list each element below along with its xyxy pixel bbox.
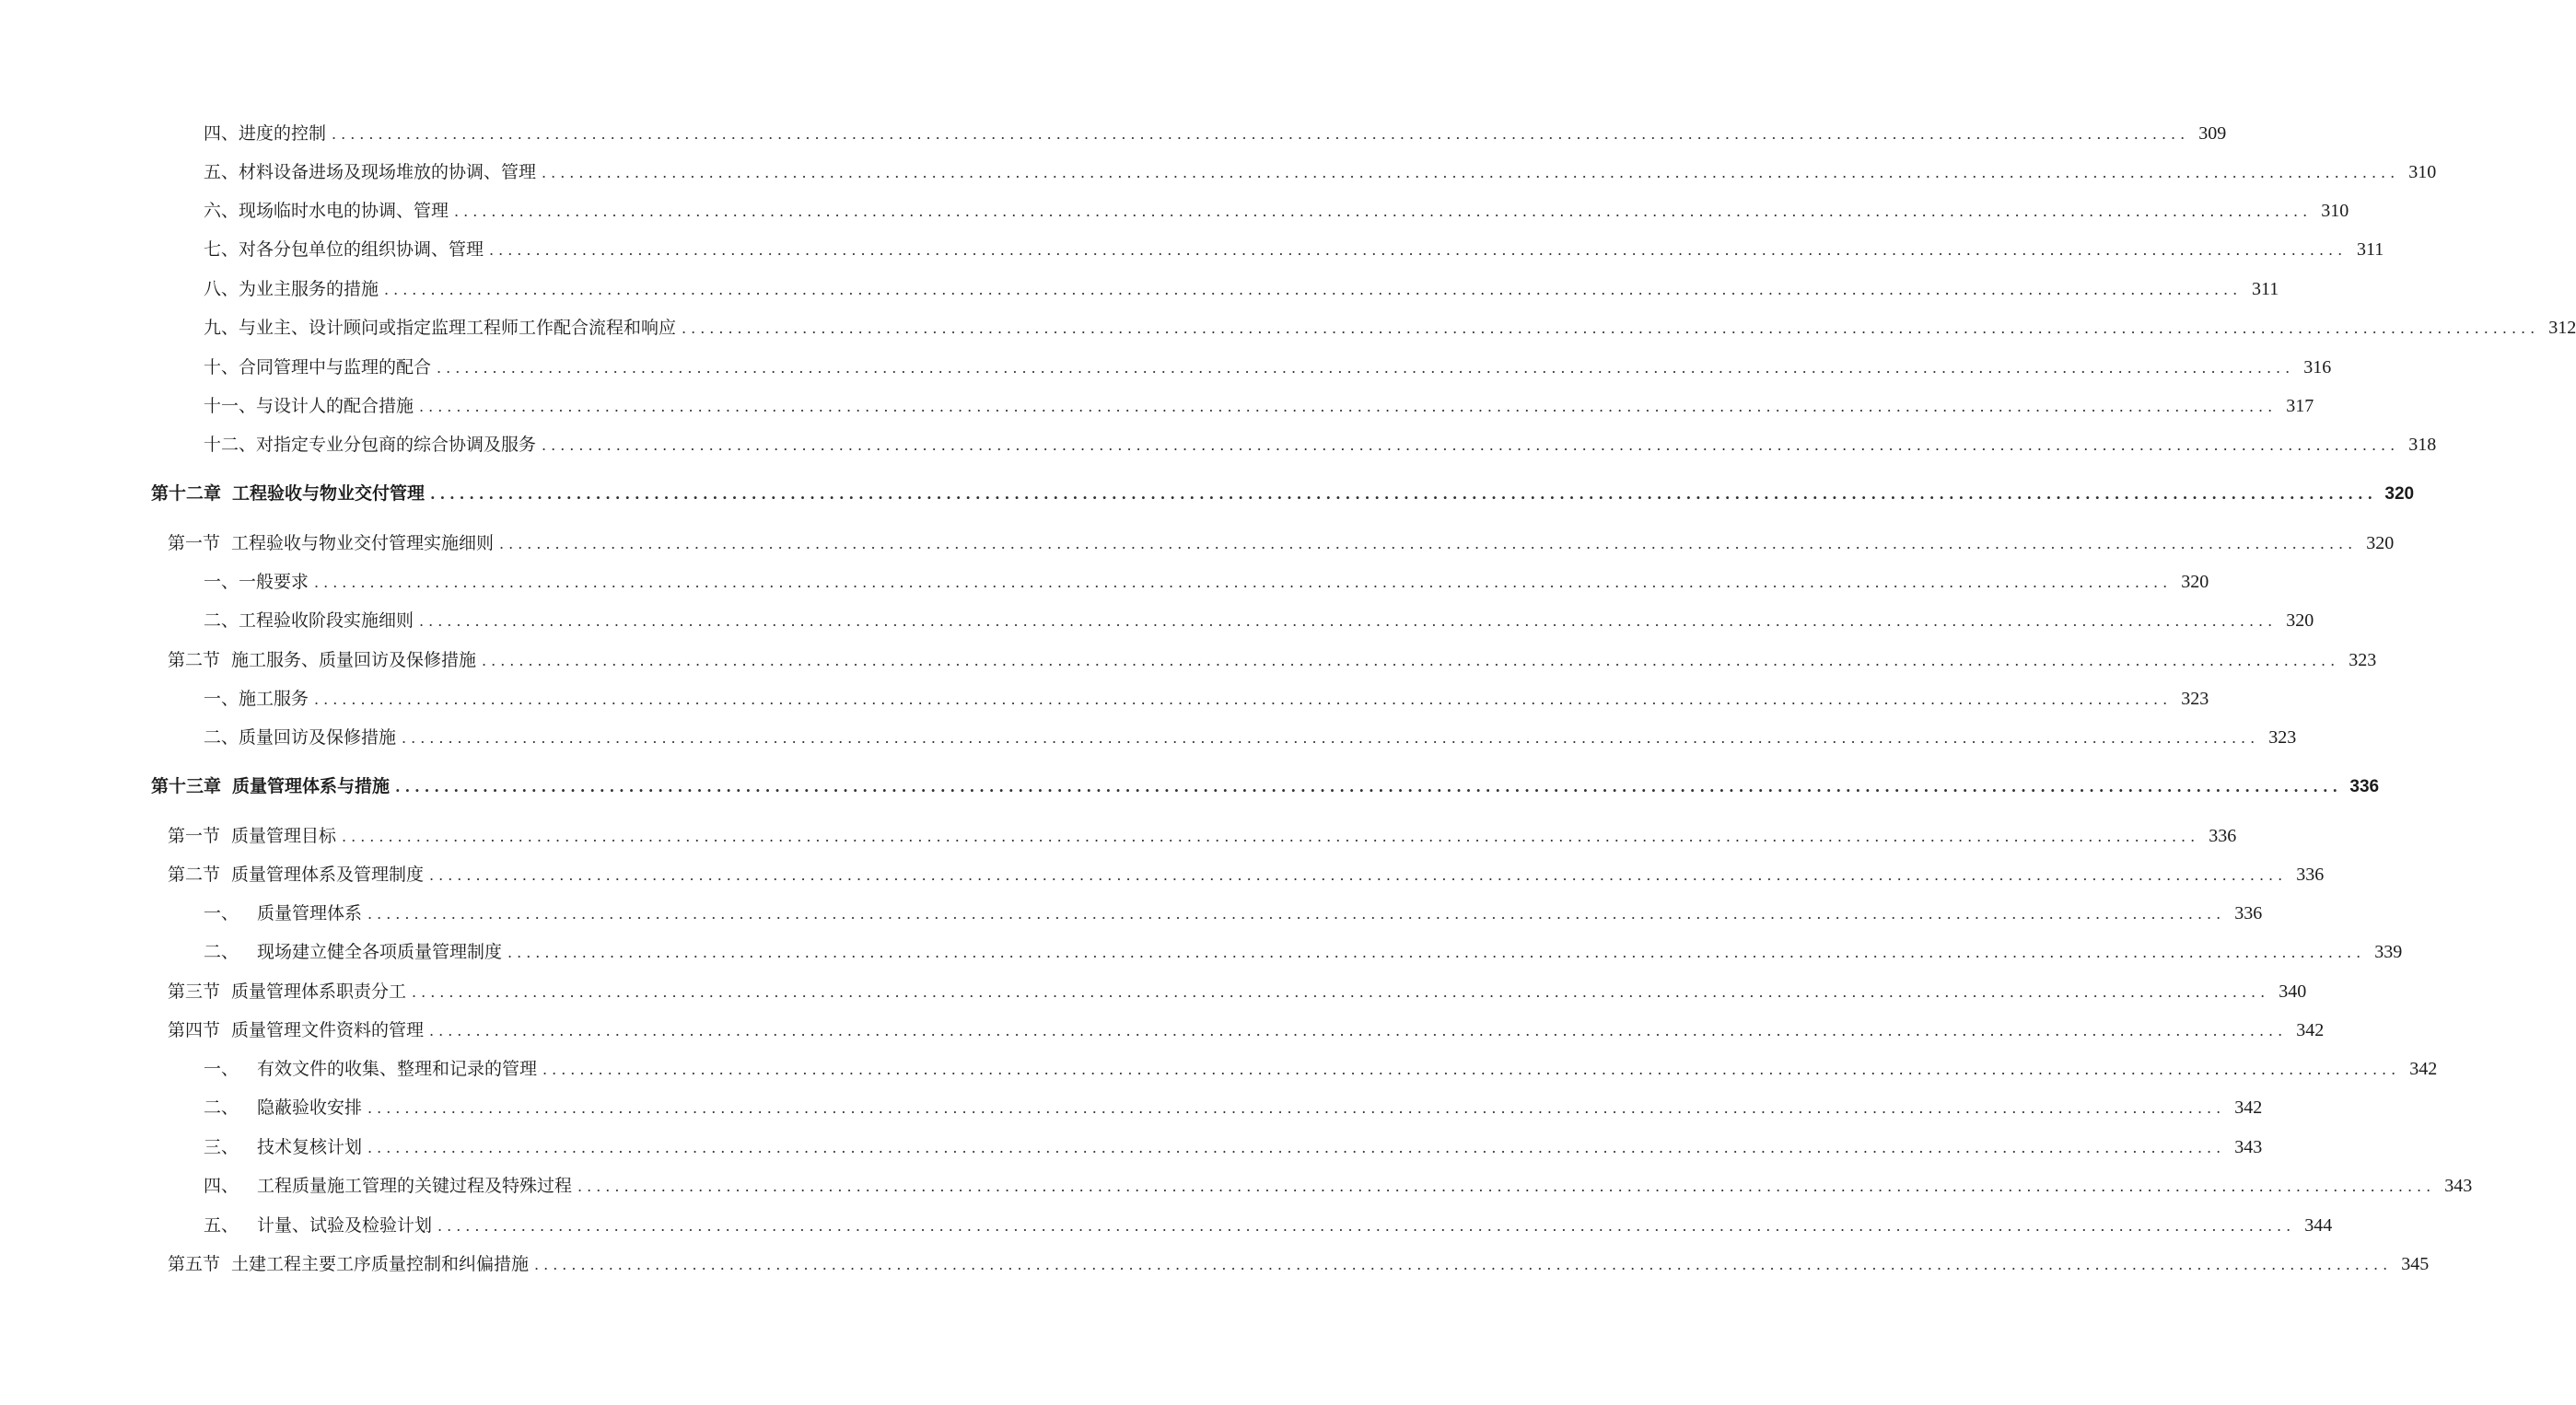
toc-page-number: 336 <box>2349 777 2380 796</box>
toc-entry-title: 与业主、设计顾问或指定监理工程师工作配合流程和响应 <box>239 318 677 338</box>
toc-entry-title: 与设计人的配合措施 <box>256 396 414 416</box>
toc-page-number: 340 <box>2279 981 2307 1002</box>
toc-page-number: 343 <box>2234 1137 2263 1157</box>
toc-entry-number: 五、 <box>204 162 239 182</box>
toc-subsection-entry[interactable] <box>204 1135 2263 1160</box>
toc-page-number: 342 <box>2409 1059 2438 1079</box>
toc-entry-title: 有效文件的收集、整理和记录的管理 <box>257 1059 538 1079</box>
toc-page-number: 336 <box>2234 903 2263 923</box>
toc-entry-number: 二、 <box>204 610 239 631</box>
toc-entry-title: 质量管理体系与措施 <box>232 776 390 796</box>
toc-page-number: 342 <box>2296 1020 2325 1040</box>
toc-dot-leader: ........................................................................................................................................................................................................ <box>437 359 2295 377</box>
toc-section-entry[interactable] <box>168 1018 2325 1043</box>
toc-page-number: 336 <box>2296 865 2325 885</box>
toc-dot-leader: ........................................................................................................................................................................................................ <box>682 319 2540 337</box>
toc-entry-title: 工程验收阶段实施细则 <box>239 610 414 631</box>
toc-entry-number: 一、 <box>204 689 239 709</box>
toc-dot-leader: ........................................................................................................................................................................................................ <box>534 1256 2393 1273</box>
toc-dot-leader: ........................................................................................................................................................................................................ <box>367 905 2226 923</box>
toc-section-entry[interactable] <box>168 531 2395 556</box>
toc-dot-leader: ........................................................................................................................................................................................................ <box>454 203 2313 220</box>
toc-entry-title: 质量管理目标 <box>231 826 337 846</box>
toc-page-number: 344 <box>2304 1215 2333 1236</box>
toc-section-entry[interactable] <box>168 980 2307 1004</box>
toc-section-entry[interactable] <box>168 648 2377 673</box>
toc-entry-title: 现场建立健全各项质量管理制度 <box>257 942 503 962</box>
toc-page-number: 320 <box>2384 484 2415 504</box>
toc-entry-title: 质量管理体系职责分工 <box>231 981 407 1002</box>
toc-entry-title: 工程验收与物业交付管理实施细则 <box>231 533 495 553</box>
toc-dot-leader: ........................................................................................................................................................................................................ <box>499 535 2358 552</box>
toc-entry-number: 第五节 <box>168 1254 221 1274</box>
toc-entry-title: 现场临时水电的协调、管理 <box>239 201 449 221</box>
toc-page-number: 339 <box>2374 942 2403 962</box>
toc-entry-number: 二、 <box>204 942 239 962</box>
toc-entry-number: 五、 <box>204 1215 239 1236</box>
toc-entry-title: 质量回访及保修措施 <box>239 727 397 748</box>
toc-subsection-entry[interactable] <box>204 355 2332 380</box>
toc-entry-number: 三、 <box>204 1137 239 1157</box>
toc-page-number: 320 <box>2286 610 2314 631</box>
toc-page-number: 323 <box>2268 727 2297 748</box>
toc-entry-title: 土建工程主要工序质量控制和纠偏措施 <box>231 1254 530 1274</box>
toc-entry-number: 一、 <box>204 572 239 592</box>
toc-dot-leader: ........................................................................................................................................................................................................ <box>412 983 2270 1001</box>
toc-section-entry[interactable] <box>168 1252 2430 1277</box>
toc-entry-title: 施工服务 <box>239 689 309 709</box>
toc-subsection-entry[interactable] <box>204 316 2576 341</box>
toc-subsection-entry[interactable] <box>204 122 2227 146</box>
toc-entry-number: 四、 <box>204 1176 239 1196</box>
toc-dot-leader: ........................................................................................................................................................................................................ <box>402 729 2260 747</box>
toc-dot-leader: ........................................................................................................................................................................................................ <box>507 944 2366 961</box>
toc-entry-number: 一、 <box>204 1059 239 1079</box>
toc-entry-title: 为业主服务的措施 <box>239 279 379 299</box>
toc-subsection-entry[interactable] <box>204 238 2384 262</box>
toc-dot-leader: ........................................................................................................................................................................................................ <box>577 1178 2436 1195</box>
toc-entry-title: 一般要求 <box>239 572 309 592</box>
toc-page-number: 320 <box>2181 572 2209 592</box>
toc-entry-number: 十一、 <box>204 396 257 416</box>
toc-entry-number: 一、 <box>204 903 239 923</box>
toc-page-number: 342 <box>2234 1097 2263 1118</box>
toc-entry-title: 工程验收与物业交付管理 <box>232 483 425 504</box>
toc-subsection-entry[interactable] <box>204 570 2209 595</box>
toc-entry-title: 计量、试验及检验计划 <box>257 1215 433 1236</box>
toc-dot-leader: ........................................................................................................................................................................................................ <box>342 828 2200 845</box>
toc-page-number: 343 <box>2444 1176 2473 1196</box>
toc-subsection-entry[interactable] <box>204 160 2437 185</box>
toc-subsection-entry[interactable] <box>204 394 2314 419</box>
toc-page-number: 318 <box>2408 435 2437 455</box>
toc-dot-leader: ........................................................................................................................................................................................................ <box>429 1022 2288 1039</box>
toc-page-number: 317 <box>2286 396 2314 416</box>
toc-entry-title: 质量管理体系 <box>257 903 363 923</box>
toc-dot-leader: ........................................................................................................................................................................................................ <box>332 125 2190 143</box>
toc-dot-leader: ........................................................................................................................................................................................................ <box>419 398 2278 415</box>
toc-dot-leader: ........................................................................................................................................................................................................ <box>419 612 2278 630</box>
toc-section-entry[interactable] <box>168 824 2237 849</box>
toc-entry-number: 七、 <box>204 239 239 260</box>
toc-entry-number: 第三节 <box>168 981 221 1002</box>
toc-dot-leader: ........................................................................................................................................................................................................ <box>367 1099 2226 1117</box>
toc-subsection-entry[interactable] <box>204 940 2403 965</box>
toc-entry-number: 第十二章 <box>151 483 222 504</box>
toc-subsection-entry[interactable] <box>204 1096 2263 1121</box>
toc-subsection-entry[interactable] <box>204 609 2314 633</box>
toc-entry-title: 技术复核计划 <box>257 1137 363 1157</box>
toc-entry-number: 十二、 <box>204 435 257 455</box>
toc-subsection-entry[interactable] <box>204 1213 2333 1238</box>
toc-subsection-entry[interactable] <box>204 1174 2473 1199</box>
toc-dot-leader: ........................................................................................................................................................................................................ <box>542 436 2400 454</box>
toc-page-number: 320 <box>2366 533 2395 553</box>
toc-entry-number: 第四节 <box>168 1020 221 1040</box>
toc-entry-number: 二、 <box>204 727 239 748</box>
toc-subsection-entry[interactable] <box>204 277 2279 302</box>
toc-entry-title: 对各分包单位的组织协调、管理 <box>239 239 484 260</box>
toc-entry-number: 九、 <box>204 318 239 338</box>
toc-page-number: 345 <box>2401 1254 2430 1274</box>
toc-entry-title: 质量管理文件资料的管理 <box>231 1020 425 1040</box>
toc-entry-number: 六、 <box>204 201 239 221</box>
toc-page-number: 316 <box>2303 357 2332 377</box>
toc-entry-title: 质量管理体系及管理制度 <box>231 865 425 885</box>
toc-dot-leader: ........................................................................................................................................................................................................ <box>395 778 2343 795</box>
toc-entry-number: 第二节 <box>168 865 221 885</box>
toc-chapter-entry[interactable] <box>151 774 2380 799</box>
toc-page-number: 309 <box>2198 123 2227 144</box>
toc-dot-leader: ........................................................................................................................................................................................................ <box>429 866 2288 884</box>
toc-entry-number: 十、 <box>204 357 239 377</box>
toc-entry-title: 合同管理中与监理的配合 <box>239 357 432 377</box>
toc-dot-leader: ........................................................................................................................................................................................................ <box>384 281 2243 298</box>
toc-dot-leader: ........................................................................................................................................................................................................ <box>314 574 2173 591</box>
toc-entry-number: 第一节 <box>168 533 221 553</box>
toc-entry-number: 第一节 <box>168 826 221 846</box>
toc-subsection-entry[interactable] <box>204 726 2297 750</box>
toc-subsection-entry[interactable] <box>204 687 2209 712</box>
toc-subsection-entry[interactable] <box>204 433 2437 458</box>
toc-page-number: 312 <box>2548 318 2576 338</box>
toc-entry-number: 二、 <box>204 1097 239 1118</box>
toc-page-number: 310 <box>2408 162 2437 182</box>
toc-entry-title: 隐蔽验收安排 <box>257 1097 363 1118</box>
toc-page-number: 323 <box>2349 650 2377 670</box>
toc-page-number: 311 <box>2251 279 2279 299</box>
toc-dot-leader: ........................................................................................................................................................................................................ <box>542 1061 2401 1078</box>
toc-entry-number: 八、 <box>204 279 239 299</box>
toc-page-number: 336 <box>2209 826 2237 846</box>
toc-entry-title: 施工服务、质量回访及保修措施 <box>231 650 477 670</box>
toc-subsection-entry[interactable] <box>204 1057 2438 1082</box>
toc-dot-leader: ........................................................................................................................................................................................................ <box>367 1139 2226 1156</box>
toc-page-number: 310 <box>2321 201 2349 221</box>
toc-subsection-entry[interactable] <box>204 199 2349 224</box>
toc-dot-leader: ........................................................................................................................................................................................................ <box>542 164 2400 181</box>
toc-dot-leader: ........................................................................................................................................................................................................ <box>437 1217 2296 1235</box>
toc-page-number: 311 <box>2356 239 2384 260</box>
toc-entry-title: 材料设备进场及现场堆放的协调、管理 <box>239 162 537 182</box>
toc-entry-number: 四、 <box>204 123 239 144</box>
toc-entry-title: 进度的控制 <box>239 123 327 144</box>
toc-dot-leader: ........................................................................................................................................................................................................ <box>430 485 2378 503</box>
toc-section-entry[interactable] <box>168 863 2325 888</box>
toc-entry-title: 对指定专业分包商的综合协调及服务 <box>256 435 537 455</box>
toc-dot-leader: ........................................................................................................................................................................................................ <box>314 691 2173 708</box>
toc-entry-title: 工程质量施工管理的关键过程及特殊过程 <box>257 1176 573 1196</box>
toc-entry-number: 第二节 <box>168 650 221 670</box>
toc-chapter-entry[interactable] <box>151 482 2415 506</box>
toc-dot-leader: ........................................................................................................................................................................................................ <box>482 652 2340 669</box>
toc-dot-leader: ........................................................................................................................................................................................................ <box>489 241 2348 259</box>
toc-entry-number: 第十三章 <box>151 776 222 796</box>
toc-subsection-entry[interactable] <box>204 901 2263 926</box>
toc-page-number: 323 <box>2181 689 2209 709</box>
